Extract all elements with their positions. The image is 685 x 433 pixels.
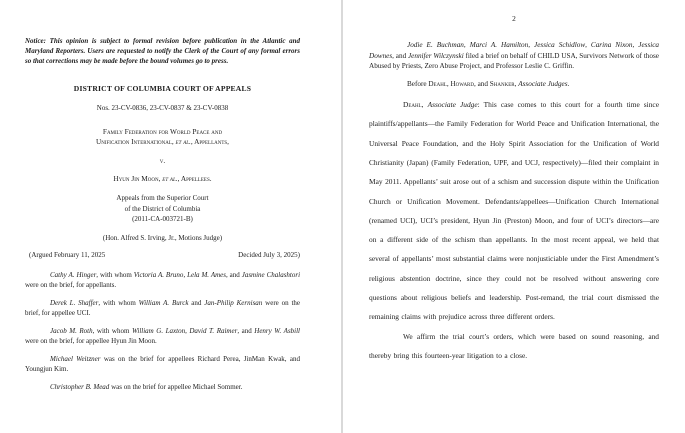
counsel-paragraph-appellee-uci: Derek L. Shaffer, with whom William A. Burck and Jan-Philip Kernisan were on the brief, for appellee UCI. bbox=[25, 298, 300, 317]
appeal-source-line: (2011-CA-003721-B) bbox=[132, 215, 193, 223]
counsel-paragraph-appellees-directors: Michael Weitzner was on the brief for appellees Richard Perea, JinMan Kwak, and Youngjun Kim. bbox=[25, 354, 300, 373]
case-numbers: Nos. 23-CV-0836, 23-CV-0837 & 23-CV-0838 bbox=[96, 104, 229, 112]
appeal-source-line: Appeals from the Superior Court bbox=[116, 194, 209, 202]
appellants-caption-line-1: Family Federation for World Peace and bbox=[102, 127, 223, 136]
appeal-source bbox=[25, 193, 300, 225]
court-title: DISTRICT OF COLUMBIA COURT OF APPEALS bbox=[73, 84, 252, 93]
amicus-brief-paragraph: Jodie E. Buchman, Marci A. Hamilton, Jessica Schidlow, Carina Nixon, Jessica Downes, and Jennifer Wilczynski filed a brief on behalf of CHILD USA, Survivors Network of those Abused by Priests, Zero Abuse Project, and Professor Leslie C. Griffin. bbox=[369, 41, 660, 71]
page-divider bbox=[341, 0, 343, 433]
argued-date: (Argued February 11, 2025 bbox=[29, 250, 106, 259]
appellees-caption-line: Hyun Jin Moon, et al., Appellees. bbox=[113, 174, 212, 183]
motions-judge-line: (Hon. Alfred S. Irving, Jr., Motions Judge) bbox=[102, 233, 223, 242]
versus-label: v. bbox=[159, 156, 166, 165]
appellants-caption-line-2: Unification International, et al., Appellants, bbox=[95, 137, 229, 146]
reporter-notice: Notice: This opinion is subject to formal revision before publication in the Atlantic and Maryland Reporters. Users are requested to notify the Clerk of the Court of any formal errors so that corrections may be made before the bound volumes go to press. bbox=[25, 37, 300, 65]
opinion-page-2 bbox=[344, 0, 685, 433]
counsel-paragraph-appellee-moon: Jacob M. Roth, with whom William G. Laxton, David T. Raimer, and Henry W. Asbill were on the brief, for appellee Hyun Jin Moon. bbox=[25, 326, 300, 345]
page-number: 2 bbox=[512, 14, 516, 23]
opinion-page-1 bbox=[0, 0, 342, 433]
appeal-source-line: of the District of Columbia bbox=[124, 204, 201, 213]
opinion-paragraph-1: Deahl, Associate Judge: This case comes to this court for a fourth time since plaintiffs/appellants—the Family Federation for World Peace and Unification International, the Universal Peace Foundation, and the Holy Spirit Association for the Unification of World Christianity (Japan) (Family Federation, UPF, and UCJ, respectively)—filed their complaint in May 2011. Appellants’ suit arose out of a schism and succession dispute within the Unification Church or Unification Movement. Defendants/appellees—Unification Church International (renamed UCI), UCI’s president, Hyun Jin (Preston) Moon, and four of UCI’s directors—are on a different side of the schism than appellants. In the most recent appeal, we held that several of appellants’ most substantial claims were nonjusticiable under the First Amendment’s religious abstention doctrine, since they could not be resolved without answering core questions about religious beliefs and leadership. Post-remand, the trial court dismissed the remaining claims with prejudice across three different orders. bbox=[369, 100, 659, 322]
counsel-paragraph-appellee-sommer: Christopher B. Mead was on the brief for appellee Michael Sommer. bbox=[50, 382, 243, 391]
judges-panel-line: Before Deahl, Howard, and Shanker, Associate Judges. bbox=[407, 79, 570, 88]
counsel-paragraph-appellants: Cathy A. Hinger, with whom Victoria A. Bruno, Lela M. Ames, and Jasmine Chalashtori were on the brief, for appellants. bbox=[25, 270, 301, 289]
decided-date: Decided July 3, 2025) bbox=[238, 250, 300, 259]
argued-decided-line bbox=[25, 250, 300, 260]
opinion-paragraph-2: We affirm the trial court’s orders, which were based on sound reasoning, and thereby bring this fourteen-year litigation to a close. bbox=[369, 331, 659, 360]
